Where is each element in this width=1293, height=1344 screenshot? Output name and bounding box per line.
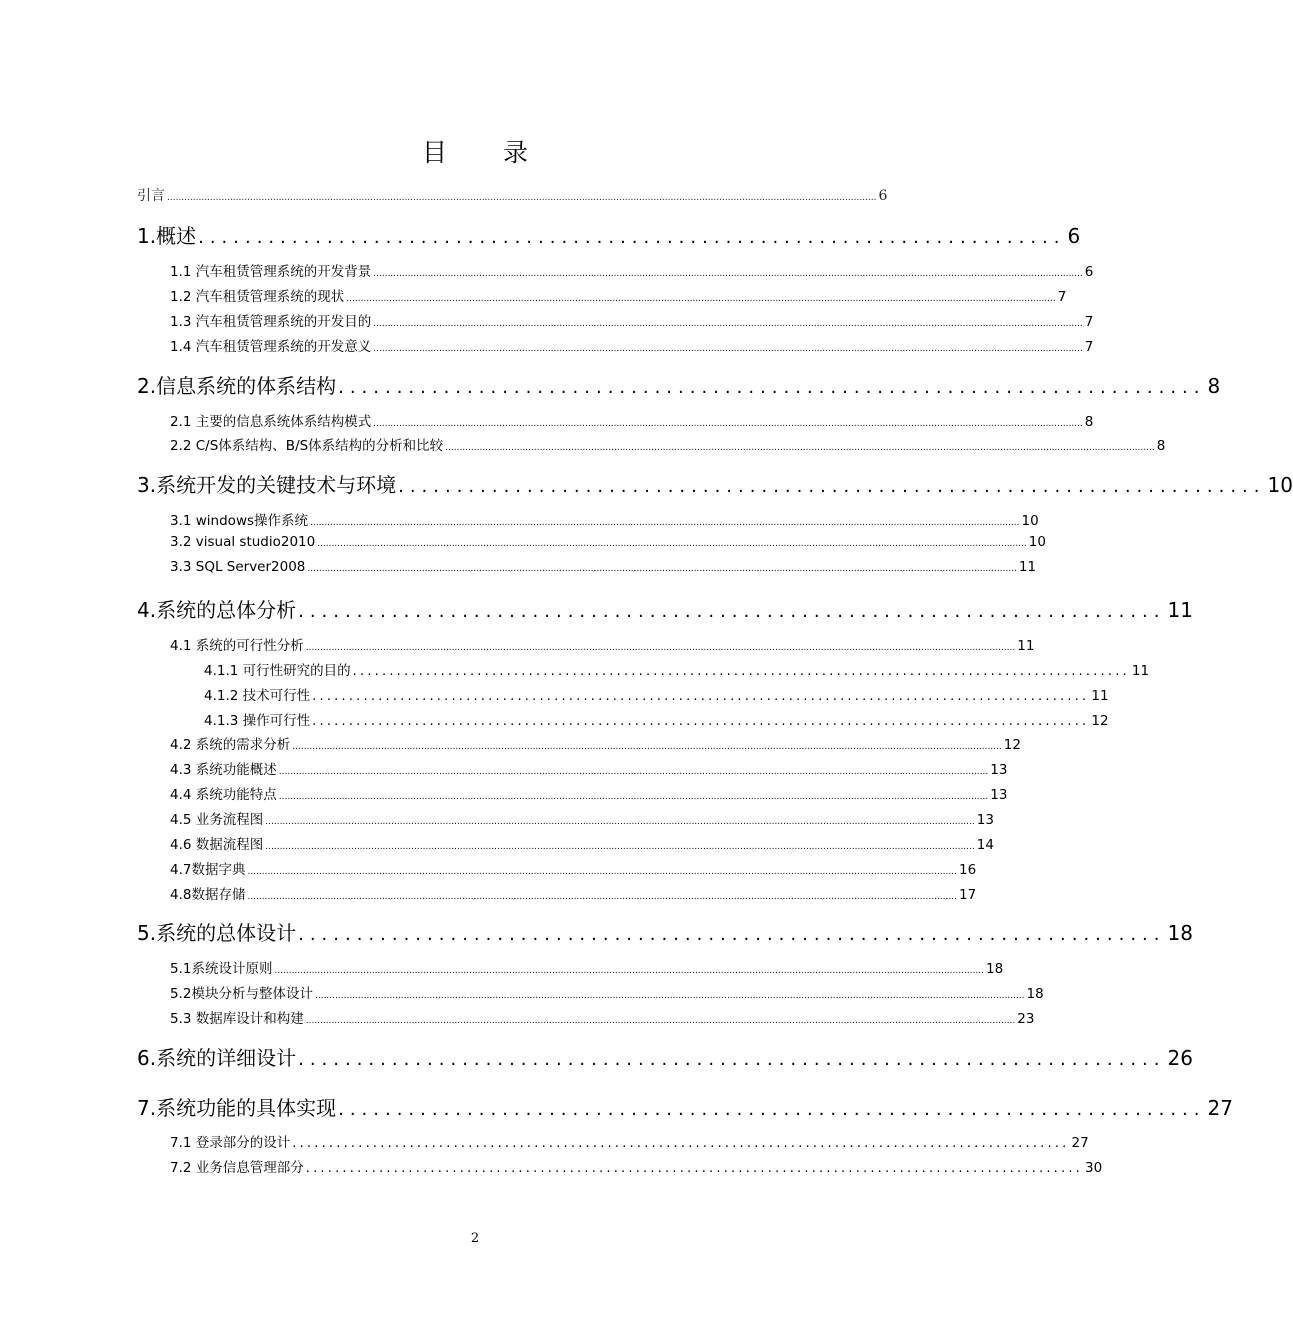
dot-leader: ........................................................................................................................................................................................................................................................ xyxy=(445,443,1155,453)
toc-entry-label: 3.3 SQL Server2008 xyxy=(170,559,306,575)
toc-subsection-4-1-2[interactable] xyxy=(204,684,1109,704)
dot-leader: ........................................................................................................................................................................................................................................................ xyxy=(274,966,984,976)
toc-chapter-2[interactable] xyxy=(137,370,1221,399)
toc-entry-page: 7 xyxy=(1057,289,1067,305)
toc-entry-label: 5.3 数据库设计和构建 xyxy=(170,1011,304,1027)
toc-entry-label: 7.1 登录部分的设计 xyxy=(170,1135,291,1151)
toc-section-4-6[interactable] xyxy=(170,833,994,853)
toc-entry-label: 7.系统功能的具体实现 xyxy=(137,1096,337,1120)
toc-chapter-6[interactable] xyxy=(137,1042,1193,1071)
toc-section-4-2[interactable] xyxy=(170,733,1021,753)
toc-entry-page: 6 xyxy=(878,188,888,204)
toc-section-2-2[interactable] xyxy=(170,434,1166,454)
toc-entry-page: 18 xyxy=(1026,986,1044,1002)
dot-leader: ........................................................................................................................................................................................................................................................ xyxy=(310,518,1020,528)
toc-entry-page: 6 xyxy=(1084,264,1094,280)
toc-entry-page: 30 xyxy=(1085,1160,1103,1176)
toc-entry-page: 10 xyxy=(1021,513,1039,529)
toc-entry-label: 1.3 汽车租赁管理系统的开发目的 xyxy=(170,314,372,330)
dot-leader: .......................................................................................................... xyxy=(352,664,1130,679)
dot-leader: .......................................................................................................... xyxy=(312,689,1090,704)
dot-leader: ........................................................................................................................................................................................................................................................ xyxy=(314,991,1025,1001)
dot-leader: .......................................................................... xyxy=(198,227,1066,248)
toc-section-4-3[interactable] xyxy=(170,758,1008,778)
toc-entry-label: 2.信息系统的体系结构 xyxy=(137,374,337,398)
toc-section-1-1[interactable] xyxy=(170,260,1094,280)
toc-entry-page: 13 xyxy=(990,762,1008,778)
toc-entry-label: 4.1.1 可行性研究的目的 xyxy=(204,663,351,679)
dot-leader: ........................................................................................................................................................................................................................................................ xyxy=(305,1016,1016,1026)
toc-section-3-1[interactable] xyxy=(170,509,1039,529)
toc-entry-page: 17 xyxy=(958,887,977,903)
toc-section-4-8[interactable] xyxy=(170,883,977,903)
dot-leader: .......................................................................... xyxy=(338,377,1206,398)
dot-leader: ........................................................................................................................................................................................................................................................ xyxy=(305,643,1016,653)
dot-leader: ........................................................................................................................................................................................................................................................ xyxy=(292,742,1002,752)
toc-entry-page: 18 xyxy=(1167,921,1193,945)
dot-leader: ........................................................................................................................................................................................................................................................ xyxy=(317,539,1027,549)
dot-leader: ........................................................................................................................................................................................................................................................ xyxy=(167,193,877,203)
dot-leader: ........................................................................................................................................................................................................................................................ xyxy=(278,792,989,802)
toc-entry-label: 5.1系统设计原则 xyxy=(170,961,273,977)
toc-section-4-7[interactable] xyxy=(170,858,977,878)
toc-chapter-5[interactable] xyxy=(137,917,1193,946)
toc-entry-page: 18 xyxy=(985,961,1004,977)
toc-entry-page: 16 xyxy=(958,862,977,878)
dot-leader: .......................................................................... xyxy=(298,601,1166,622)
toc-entry-page: 11 xyxy=(1167,598,1193,622)
toc-section-4-5[interactable] xyxy=(170,808,994,828)
toc-entry-label: 引言 xyxy=(137,188,165,204)
toc-entry-label: 4.6 数据流程图 xyxy=(170,837,264,853)
toc-section-4-1[interactable] xyxy=(170,634,1035,654)
toc-entry-label: 4.3 系统功能概述 xyxy=(170,762,277,778)
toc-entry-label: 4.4 系统功能特点 xyxy=(170,787,277,803)
toc-entry-label: 4.1 系统的可行性分析 xyxy=(170,638,304,654)
toc-entry-page: 13 xyxy=(976,812,994,828)
toc-entry-page: 14 xyxy=(976,837,994,853)
toc-section-7-1[interactable] xyxy=(170,1131,1089,1151)
toc-section-1-4[interactable] xyxy=(170,335,1094,355)
toc-entry-page: 7 xyxy=(1084,339,1094,355)
toc-entry-page: 11 xyxy=(1091,688,1109,704)
toc-chapter-7[interactable] xyxy=(137,1092,1233,1121)
dot-leader: ........................................................................................................................................................................................................................................................ xyxy=(346,294,1056,304)
toc-section-3-3[interactable] xyxy=(170,559,1037,575)
dot-leader: ........................................................................................................................................................................................................................................................ xyxy=(373,419,1083,429)
toc-chapter-4[interactable] xyxy=(137,594,1193,623)
toc-entry-label: 1.概述 xyxy=(137,224,197,248)
dot-leader: .......................................................................... xyxy=(298,924,1166,945)
toc-entry-page: 13 xyxy=(990,787,1008,803)
dot-leader: .......................................................................... xyxy=(398,476,1266,497)
toc-section-3-2[interactable] xyxy=(170,534,1046,550)
toc-entry-label: 6.系统的详细设计 xyxy=(137,1046,297,1070)
toc-subsection-4-1-1[interactable] xyxy=(204,659,1150,679)
toc-entry-label: 4.系统的总体分析 xyxy=(137,598,297,622)
toc-section-2-1[interactable] xyxy=(170,410,1094,430)
toc-entry-page: 6 xyxy=(1067,224,1081,248)
dot-leader: ........................................................................................................................................................................................................................................................ xyxy=(373,344,1083,354)
toc-section-4-4[interactable] xyxy=(170,783,1008,803)
toc-entry-page: 8 xyxy=(1156,438,1166,454)
dot-leader: .......................................................................................................... xyxy=(305,1161,1083,1176)
toc-entry-page: 11 xyxy=(1131,663,1150,679)
toc-entry-label: 4.1.3 操作可行性 xyxy=(204,713,311,729)
toc-section-1-3[interactable] xyxy=(170,310,1094,330)
dot-leader: ........................................................................................................................................................................................................................................................ xyxy=(265,842,975,852)
toc-entry-page: 23 xyxy=(1017,1011,1035,1027)
toc-entry-label: 2.2 C/S体系结构、B/S体系结构的分析和比较 xyxy=(170,438,444,454)
toc-section-1-2[interactable] xyxy=(170,285,1067,305)
dot-leader: ........................................................................................................................................................................................................................................................ xyxy=(278,767,989,777)
toc-entry-label: 4.2 系统的需求分析 xyxy=(170,737,291,753)
toc-entry-label: 4.8数据存储 xyxy=(170,887,246,903)
toc-entry-page: 27 xyxy=(1207,1096,1233,1120)
toc-entry-label: 5.系统的总体设计 xyxy=(137,921,297,945)
toc-entry-page: 8 xyxy=(1207,374,1221,398)
dot-leader: .......................................................................................................... xyxy=(292,1136,1070,1151)
toc-entry-page: 7 xyxy=(1084,314,1094,330)
dot-leader: ........................................................................................................................................................................................................................................................ xyxy=(265,817,975,827)
dot-leader: ........................................................................................................................................................................................................................................................ xyxy=(247,867,957,877)
toc-entry-label: 4.5 业务流程图 xyxy=(170,812,264,828)
toc-entry-label: 4.1.2 技术可行性 xyxy=(204,688,311,704)
toc-chapter-3[interactable] xyxy=(137,469,1293,498)
page-number: 2 xyxy=(470,1231,480,1246)
dot-leader: .......................................................................................................... xyxy=(312,714,1090,729)
toc-entry-page: 10 xyxy=(1267,473,1293,497)
dot-leader: ........................................................................................................................................................................................................................................................ xyxy=(373,269,1083,279)
toc-entry-label: 2.1 主要的信息系统体系结构模式 xyxy=(170,414,372,430)
dot-leader: .......................................................................... xyxy=(298,1049,1166,1070)
toc-entry-page: 10 xyxy=(1028,534,1046,550)
toc-section-5-3[interactable] xyxy=(170,1007,1035,1027)
toc-section-5-2[interactable] xyxy=(170,982,1044,1002)
toc-entry-label: 1.2 汽车租赁管理系统的现状 xyxy=(170,289,345,305)
toc-entry-label: 1.1 汽车租赁管理系统的开发背景 xyxy=(170,264,372,280)
toc-entry-page: 11 xyxy=(1017,638,1035,654)
toc-chapter-1[interactable] xyxy=(137,220,1081,249)
toc-entry-label: 7.2 业务信息管理部分 xyxy=(170,1160,304,1176)
dot-leader: ........................................................................................................................................................................................................................................................ xyxy=(373,319,1083,329)
toc-entry-page: 27 xyxy=(1071,1135,1089,1151)
toc-section-7-2[interactable] xyxy=(170,1156,1103,1176)
dot-leader: .......................................................................... xyxy=(338,1099,1206,1120)
toc-entry-page: 12 xyxy=(1091,713,1109,729)
toc-title: 目 录 xyxy=(422,138,552,167)
toc-entry-page: 11 xyxy=(1018,559,1037,575)
toc-entry-label: 3.1 windows操作系统 xyxy=(170,513,309,529)
toc-entry-intro[interactable] xyxy=(137,185,888,205)
toc-entry-label: 4.7数据字典 xyxy=(170,862,246,878)
toc-entry-label: 5.2模块分析与整体设计 xyxy=(170,986,313,1002)
toc-section-5-1[interactable] xyxy=(170,957,1004,977)
dot-leader: ........................................................................................................................................................................................................................................................ xyxy=(247,892,957,902)
toc-entry-label: 1.4 汽车租赁管理系统的开发意义 xyxy=(170,339,372,355)
toc-subsection-4-1-3[interactable] xyxy=(204,709,1109,729)
dot-leader: ........................................................................................................................................................................................................................................................ xyxy=(307,564,1017,574)
toc-entry-label: 3.系统开发的关键技术与环境 xyxy=(137,473,397,497)
toc-entry-page: 12 xyxy=(1003,737,1021,753)
toc-entry-page: 26 xyxy=(1167,1046,1193,1070)
toc-entry-label: 3.2 visual studio2010 xyxy=(170,534,316,550)
toc-entry-page: 8 xyxy=(1084,414,1094,430)
